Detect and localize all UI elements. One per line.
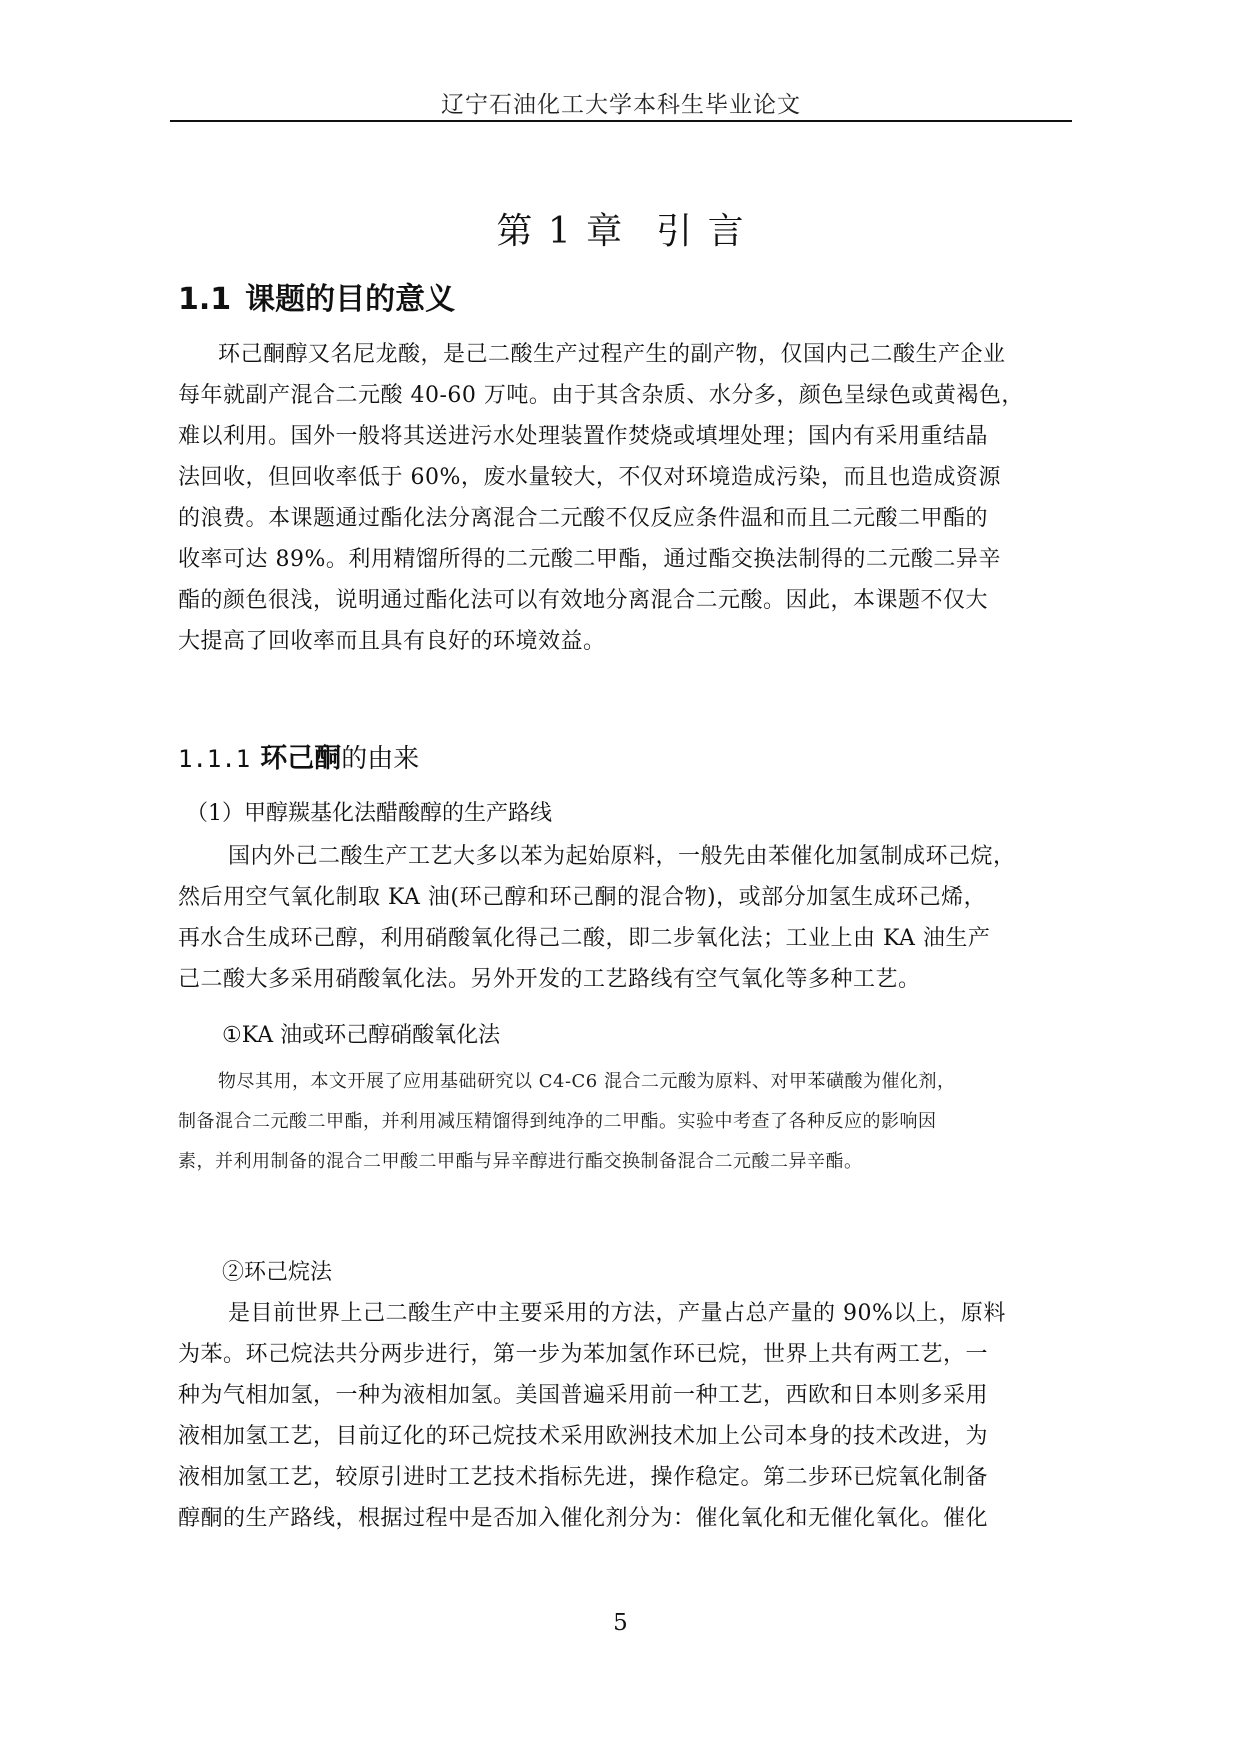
method-1-paragraph: [178, 1062, 1068, 1182]
paragraph-line: 然后用空气氧化制取 KA 油(环己醇和环己酮的混合物)，或部分加氢生成环己烯，: [178, 885, 987, 910]
paragraph-line: 环己酮醇又名尼龙酸，是己二酸生产过程产生的副产物，仅国内己二酸生产企业: [218, 342, 1006, 367]
section-heading: [178, 274, 455, 318]
section-number: 1.1: [178, 282, 232, 317]
subsection-heading: [178, 736, 419, 775]
item-1-label: （1）甲醇羰基化法醋酸醇的生产路线: [186, 801, 552, 826]
paragraph-line: 国内外己二酸生产工艺大多以苯为起始原料，一般先由苯催化加氢制成环己烷，: [228, 844, 1016, 869]
paragraph-line: 难以利用。国外一般将其送进污水处理装置作焚烧或填埋处理；国内有采用重结晶: [178, 424, 989, 449]
paragraph-line: 法回收，但回收率低于 60%，废水量较大，不仅对环境造成污染，而且也造成资源: [178, 465, 1001, 490]
paragraph-line: 素，并利用制备的混合二甲酸二甲酯与异辛醇进行酯交换制备混合二元酸二异辛酯。: [178, 1151, 863, 1172]
paragraph-line: 液相加氢工艺，目前辽化的环己烷技术采用欧洲技术加上公司本身的技术改进，为: [178, 1424, 989, 1449]
paragraph-line: 大提高了回收率而且具有良好的环境效益。: [178, 629, 606, 654]
header-rule: [170, 120, 1072, 122]
paragraph-line: 酯的颜色很浅，说明通过酯化法可以有效地分离混合二元酸。因此，本课题不仅大: [178, 588, 989, 613]
paragraph-line: 为苯。环己烷法共分两步进行，第一步为苯加氢作环已烷，世界上共有两工艺，一: [178, 1342, 989, 1367]
paragraph-line: 己二酸大多采用硝酸氧化法。另外开发的工艺路线有空气氧化等多种工艺。: [178, 967, 921, 992]
subsection-title-bold: 环己酮: [260, 743, 342, 774]
item-1-paragraph: [178, 836, 1068, 1000]
paragraph-line: 物尽其用，本文开展了应用基础研究以 C4-C6 混合二元酸为原料、对甲苯磺酸为催化剂，: [218, 1071, 956, 1092]
running-header: 辽宁石油化工大学本科生毕业论文: [441, 92, 801, 118]
paragraph-line: 的浪费。本课题通过酯化法分离混合二元酸不仅反应条件温和而且二元酸二甲酯的: [178, 506, 989, 531]
paragraph-line: 再水合生成环己醇，利用硝酸氧化得己二酸，即二步氧化法；工业上由 KA 油生产: [178, 926, 991, 951]
chapter-title: [170, 203, 1072, 254]
paragraph-line: 制备混合二元酸二甲酯，并利用减压精馏得到纯净的二甲酯。实验中考查了各种反应的影响因: [178, 1111, 937, 1132]
method-2-paragraph: [178, 1293, 1068, 1539]
chapter-name: 引 言: [656, 211, 746, 252]
paragraph-line: 醇酮的生产路线，根据过程中是否加入催化剂分为：催化氧化和无催化氧化。催化: [178, 1506, 989, 1531]
paragraph-line: 每年就副产混合二元酸 40-60 万吨。由于其含杂质、水分多，颜色呈绿色或黄褐色，: [178, 383, 1024, 408]
paragraph-line: 是目前世界上己二酸生产中主要采用的方法，产量占总产量的 90%以上，原料: [228, 1301, 1006, 1326]
section-paragraph: [178, 334, 1068, 662]
page-number: 5: [613, 1610, 628, 1636]
method-1-label: ①KA 油或环己醇硝酸氧化法: [222, 1023, 501, 1048]
section-title: 课题的目的意义: [245, 282, 456, 317]
paragraph-line: 种为气相加氢，一种为液相加氢。美国普遍采用前一种工艺，西欧和日本则多采用: [178, 1383, 989, 1408]
chapter-number: 第 1 章: [496, 211, 625, 252]
paragraph-line: 液相加氢工艺，较原引进时工艺技术指标先进，操作稳定。第二步环已烷氧化制备: [178, 1465, 989, 1490]
subsection-number: 1.1.1: [178, 745, 251, 773]
method-2-label: ②环己烷法: [222, 1260, 333, 1285]
paragraph-line: 收率可达 89%。利用精馏所得的二元酸二甲酯，通过酯交换法制得的二元酸二异辛: [178, 547, 1001, 572]
subsection-title-rest: 的由来: [341, 744, 420, 774]
